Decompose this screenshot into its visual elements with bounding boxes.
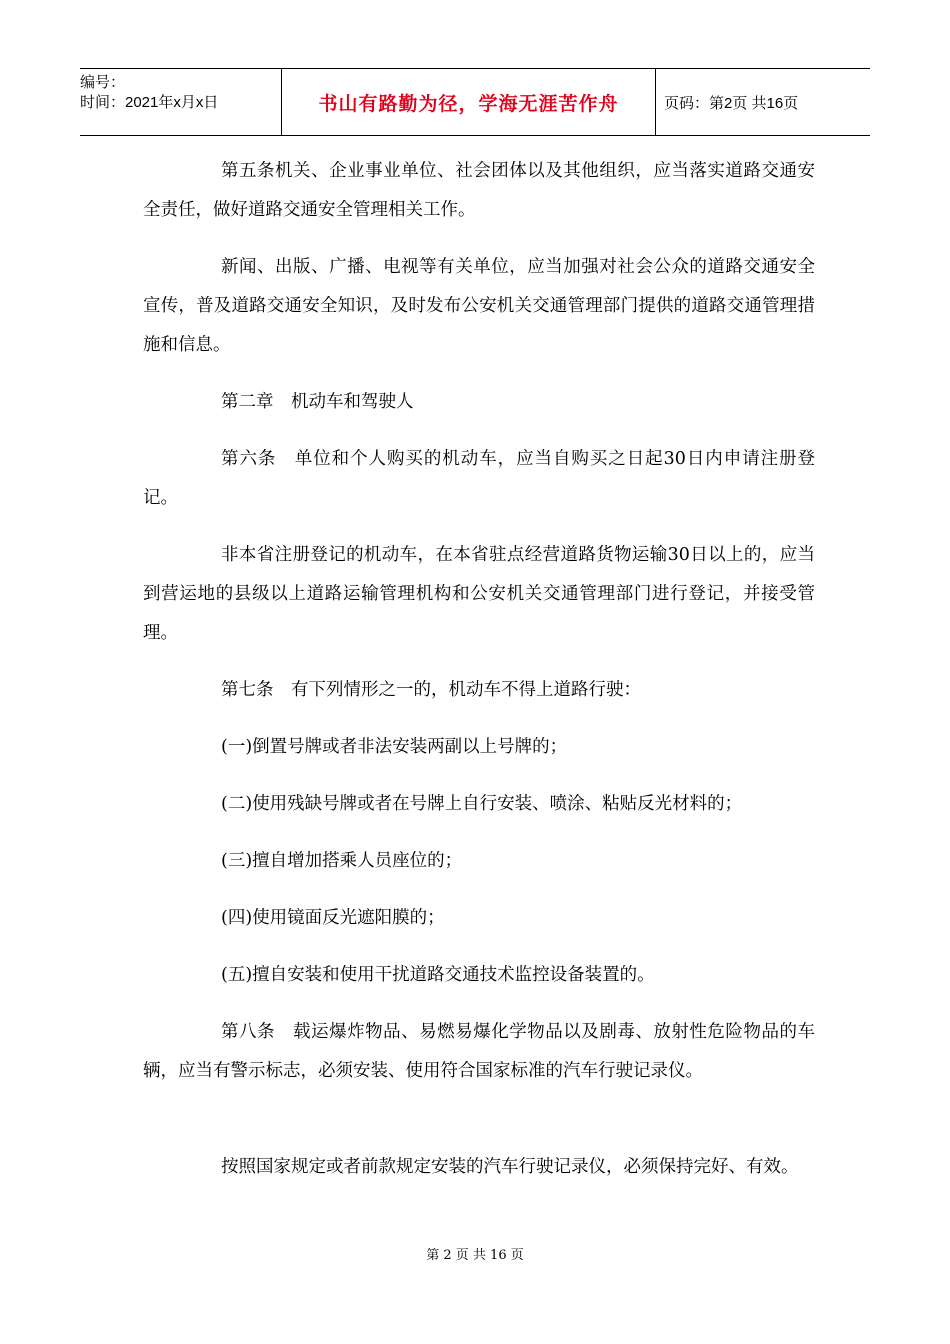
- header-page-info: 页码：第2页 共16页: [664, 94, 799, 112]
- chapter-heading: 第二章 机动车和驾驶人: [221, 392, 414, 412]
- paragraph: 第六条 单位和个人购买的机动车，应当自购买之日起30日内申请注册登记。: [143, 449, 815, 508]
- list-item: (五)擅自安装和使用干扰道路交通技术监控设备装置的。: [221, 965, 655, 985]
- list-item: (三)擅自增加搭乘人员座位的；: [221, 851, 463, 871]
- paragraph: 按照国家规定或者前款规定安装的汽车行驶记录仪，必须保持完好、有效。: [221, 1157, 799, 1177]
- document-number-label: 编号：: [80, 74, 126, 91]
- page-footer: 第 2 页 共 16 页: [426, 1248, 524, 1263]
- paragraph: 第八条 载运爆炸物品、易燃易爆化学物品以及剧毒、放射性危险物品的车辆，应当有警示标志，必须安装、使用符合国家标准的汽车行驶记录仪。: [143, 1022, 815, 1081]
- header-meta: [80, 69, 282, 135]
- paragraph: 第五条机关、企业事业单位、社会团体以及其他组织，应当落实道路交通安全责任，做好道路交通安全管理相关工作。: [143, 161, 815, 220]
- list-item: (一)倒置号牌或者非法安装两副以上号牌的；: [221, 737, 568, 757]
- paragraph: 非本省注册登记的机动车，在本省驻点经营道路货物运输30日以上的，应当到营运地的县级以上道路运输管理机构和公安机关交通管理部门进行登记，并接受管理。: [143, 545, 815, 643]
- document-date: 时间：2021年x月x日: [80, 94, 219, 111]
- page-header: [80, 68, 870, 136]
- paragraph: 第七条 有下列情形之一的，机动车不得上道路行驶：: [221, 680, 641, 700]
- header-motto: 书山有路勤为径，学海无涯苦作舟: [282, 69, 656, 135]
- list-item: (二)使用残缺号牌或者在号牌上自行安装、喷涂、粘贴反光材料的；: [221, 794, 743, 814]
- list-item: (四)使用镜面反光遮阳膜的；: [221, 908, 445, 928]
- document-body: [143, 152, 815, 1205]
- paragraph: 新闻、出版、广播、电视等有关单位，应当加强对社会公众的道路交通安全宣传，普及道路交通安全知识，及时发布公安机关交通管理部门提供的道路交通管理措施和信息。: [143, 257, 815, 355]
